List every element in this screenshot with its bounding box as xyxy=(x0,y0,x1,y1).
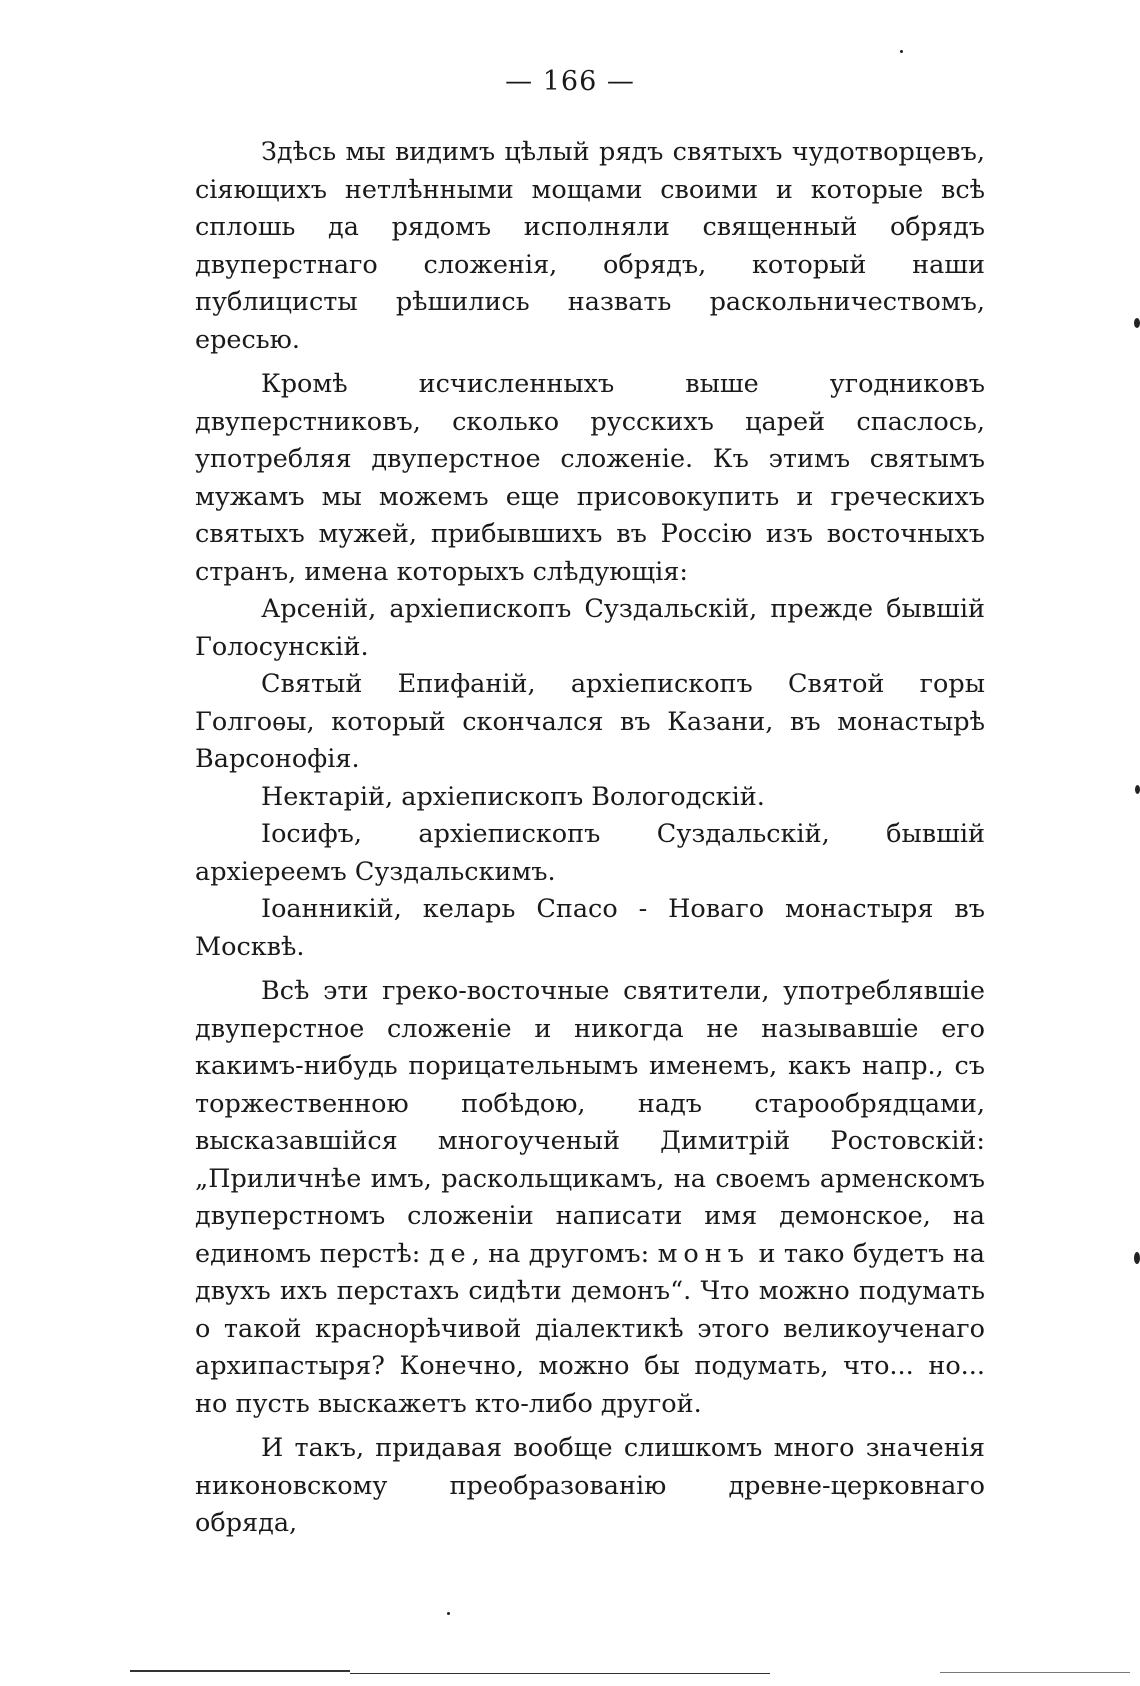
quote-text-1: Всѣ эти греко-восточные святители, употреблявшіе двуперстное сложеніе и никогда не называвшіе его какимъ-нибудь порицательнымъ именемъ, какъ напр., съ торжественною побѣдою, надъ старообрядцами, высказавшійся многоученый Димитрій Ростовскій: „Приличнѣе имъ, раскольщикамъ, на своемъ арменскомъ двуперстномъ сложеніи написати имя демонское, на единомъ перстѣ: xyxy=(195,976,985,1269)
bottom-rule-right xyxy=(940,1672,1130,1673)
margin-speck-5 xyxy=(447,1612,450,1615)
list-item-arseniy: Арсеній, архіепископъ Суздальскій, прежде бывшій Голосунскій. xyxy=(195,594,985,662)
bottom-rule-middle xyxy=(350,1673,770,1674)
list-item-iosif: Іосифъ, архіепископъ Суздальскій, бывшій архіереемъ Суздальскимъ. xyxy=(195,819,985,887)
paragraph-final: И такъ, придавая вообще слишкомъ много значенія никоновскому преобразованію древне-церковнаго обряда, xyxy=(195,1433,985,1538)
paragraph-dimitriy-quote xyxy=(195,973,985,1423)
paragraph-saints: Здѣсь мы видимъ цѣлый рядъ святыхъ чудотворцевъ, сіяющихъ нетлѣнными мощами своими и которые всѣ сплошь да рядомъ исполняли священный обрядъ двуперстнаго сложенія, обрядъ, который наши публицисты рѣшились назвать раскольничествомъ, ересью. xyxy=(195,137,985,355)
list-item-epifaniy: Святый Епифаній, архіепископъ Святой горы Голгоѳы, который скончался въ Казани, въ монастырѣ Варсонофія. xyxy=(195,669,985,774)
quote-text-2: , на другомъ: xyxy=(471,1238,658,1269)
text-column xyxy=(195,134,985,1543)
paragraph-tsars: Кромѣ исчисленныхъ выше угодниковъ двуперстниковъ, сколько русскихъ царей спаслось, употребляя двуперстное сложеніе. Къ этимъ святымъ мужамъ мы можемъ еще присовокупить и греческихъ святыхъ мужей, прибывшихъ въ Россію изъ восточныхъ странъ, имена которыхъ слѣдующія: xyxy=(195,369,985,587)
quote-spaced-de: де xyxy=(428,1238,472,1269)
margin-speck-4 xyxy=(900,50,903,53)
margin-speck-1 xyxy=(1134,318,1140,328)
margin-speck-2 xyxy=(1135,785,1140,794)
quote-spaced-mon: монъ xyxy=(657,1238,751,1269)
page-number: — 166 — xyxy=(505,66,635,97)
quote-text-3: и тако будетъ на двухъ ихъ перстахъ сидѣти демонъ“. Что можно подумать о такой краснорѣчивой діалектикѣ этого великоученаго архипастыря? Конечно, можно бы подумать, что... но... но пусть выскажетъ кто-либо другой. xyxy=(195,1238,985,1419)
bottom-rule-left xyxy=(130,1670,350,1672)
list-item-nektariy: Нектарій, архіепископъ Вологодскій. xyxy=(261,781,765,812)
list-item-ioanniky: Іоанникій, келарь Спасо - Новаго монастыря въ Москвѣ. xyxy=(195,894,985,962)
margin-speck-3 xyxy=(1134,1252,1140,1264)
